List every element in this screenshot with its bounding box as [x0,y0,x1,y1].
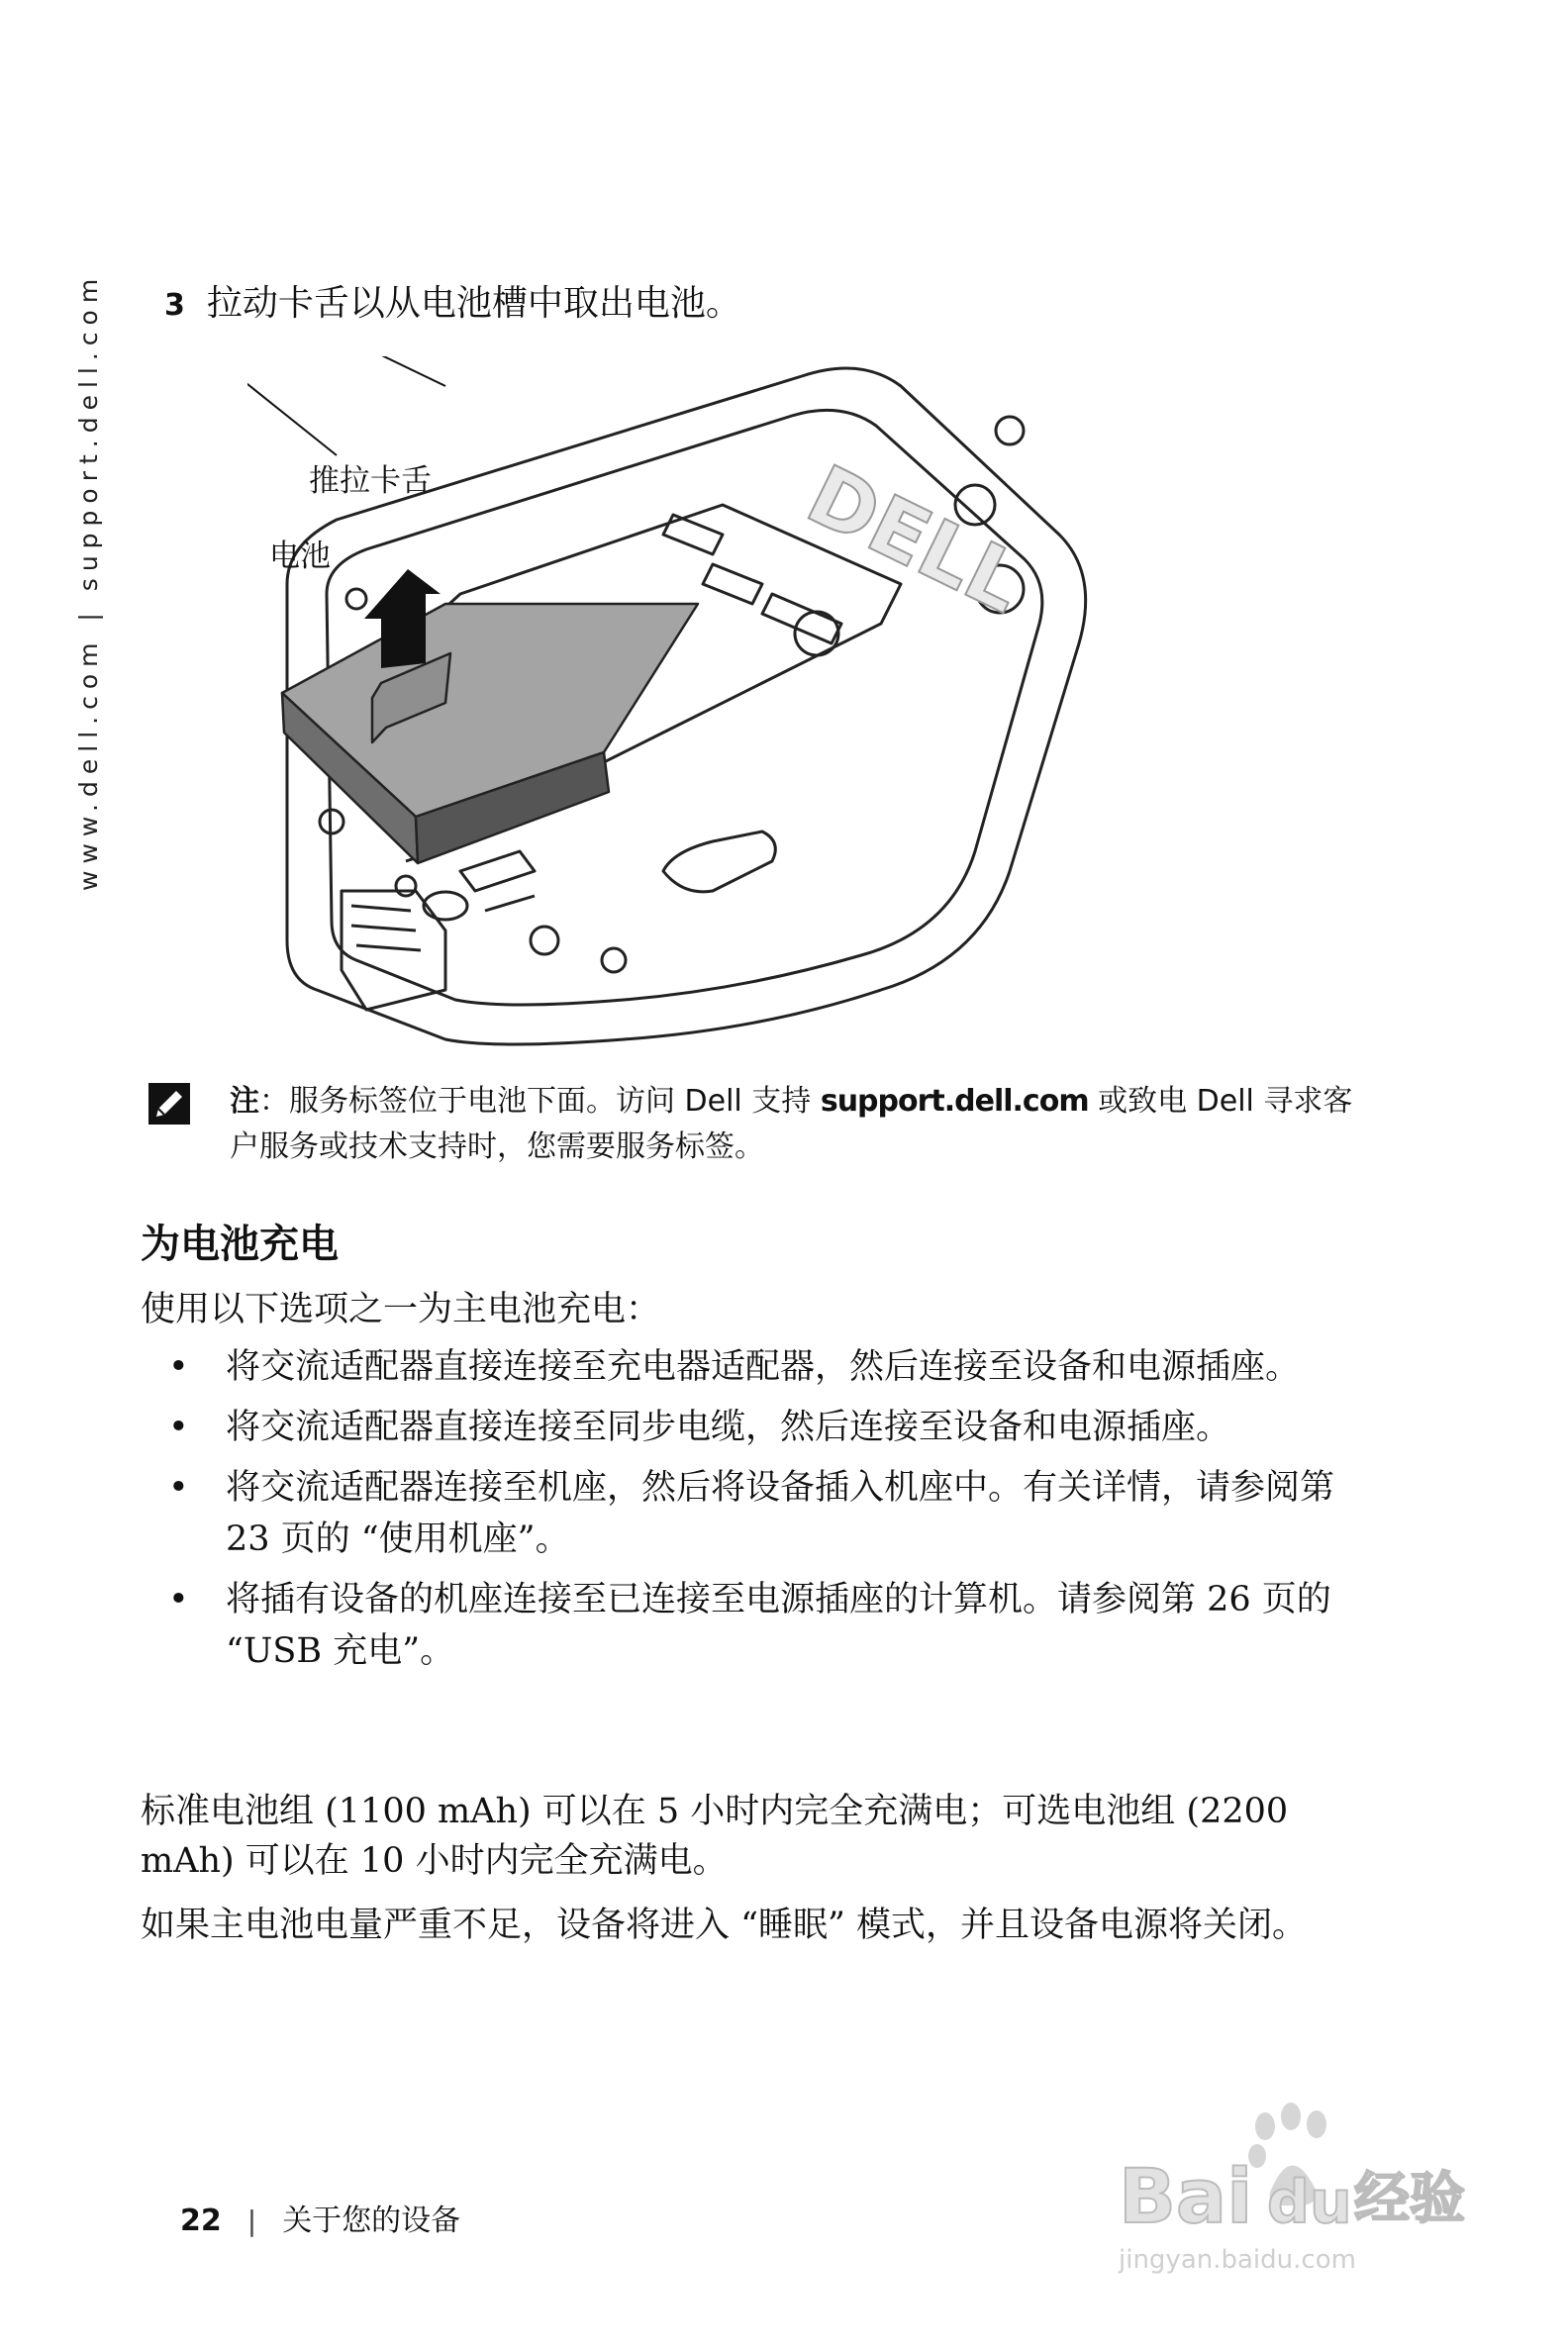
step-3 [164,275,741,326]
callout-pull-tab: 推拉卡舌 [309,463,432,499]
note-text-2: 或致电 Dell 寻求客户服务或技术支持时，您需要服务标签。 [230,1084,1353,1164]
bullet-icon: • [168,1468,189,1508]
watermark-brand: Bai [1119,2152,1253,2240]
step-number: 3 [164,288,185,323]
dell-logo: DELL [793,447,1038,633]
list-item: • 将交流适配器直接连接至充电器适配器，然后连接至设备和电源插座。 [141,1341,1358,1393]
note-label: 注 [230,1084,259,1119]
page-footer [180,2196,460,2239]
baidu-watermark [1099,2099,1495,2247]
chapter-title: 关于您的设备 [282,2204,461,2238]
note-pencil-icon [148,1083,190,1125]
footer-separator: | [246,2205,257,2237]
side-rocker [663,832,775,892]
step-text: 拉动卡舌以从电池槽中取出电池。 [206,283,741,324]
paragraph-battery-capacity: 标准电池组 (1100 mAh) 可以在 5 小时内完全充满电；可选电池组 (2200 mAh) 可以在 10 小时内完全充满电。 [141,1792,1289,1881]
section-intro: 使用以下选项之一为主电池充电： [141,1290,661,1329]
bullet-icon: • [168,1347,189,1387]
list-item: • 将交流适配器直接连接至同步电缆，然后连接至设备和电源插座。 [141,1402,1358,1453]
device-illustration [247,356,1336,1049]
list-item: • 将交流适配器连接至机座，然后将设备插入机座中。有关详情，请参阅第 23 页的 “使用机座”。 [141,1462,1358,1565]
watermark-brand-2: du [1267,2168,1352,2237]
charging-options-list [141,1341,1358,1686]
note [148,1079,1356,1170]
section-heading: 为电池充电 [141,1222,339,1267]
sidebar-url: www.dell.com | support.dell.com [74,271,103,891]
page-number: 22 [180,2204,222,2238]
bullet-icon: • [168,1580,189,1619]
list-item: • 将插有设备的机座连接至已连接至电源插座的计算机。请参阅第 26 页的 “USB 充电”。 [141,1574,1358,1677]
paragraph-sleep-mode: 如果主电池电量严重不足，设备将进入 “睡眠” 模式，并且设备电源将关闭。 [141,1906,1308,1945]
watermark-url: jingyan.baidu.com [1119,2245,1356,2275]
bullet-icon: • [168,1408,189,1447]
note-text-1: 服务标签位于电池下面。访问 Dell 支持 [289,1084,821,1119]
support-link[interactable]: support.dell.com [820,1084,1089,1119]
watermark-tag: 经验 [1354,2167,1465,2231]
note-colon: ： [259,1084,289,1119]
callout-battery: 电池 [269,539,331,574]
